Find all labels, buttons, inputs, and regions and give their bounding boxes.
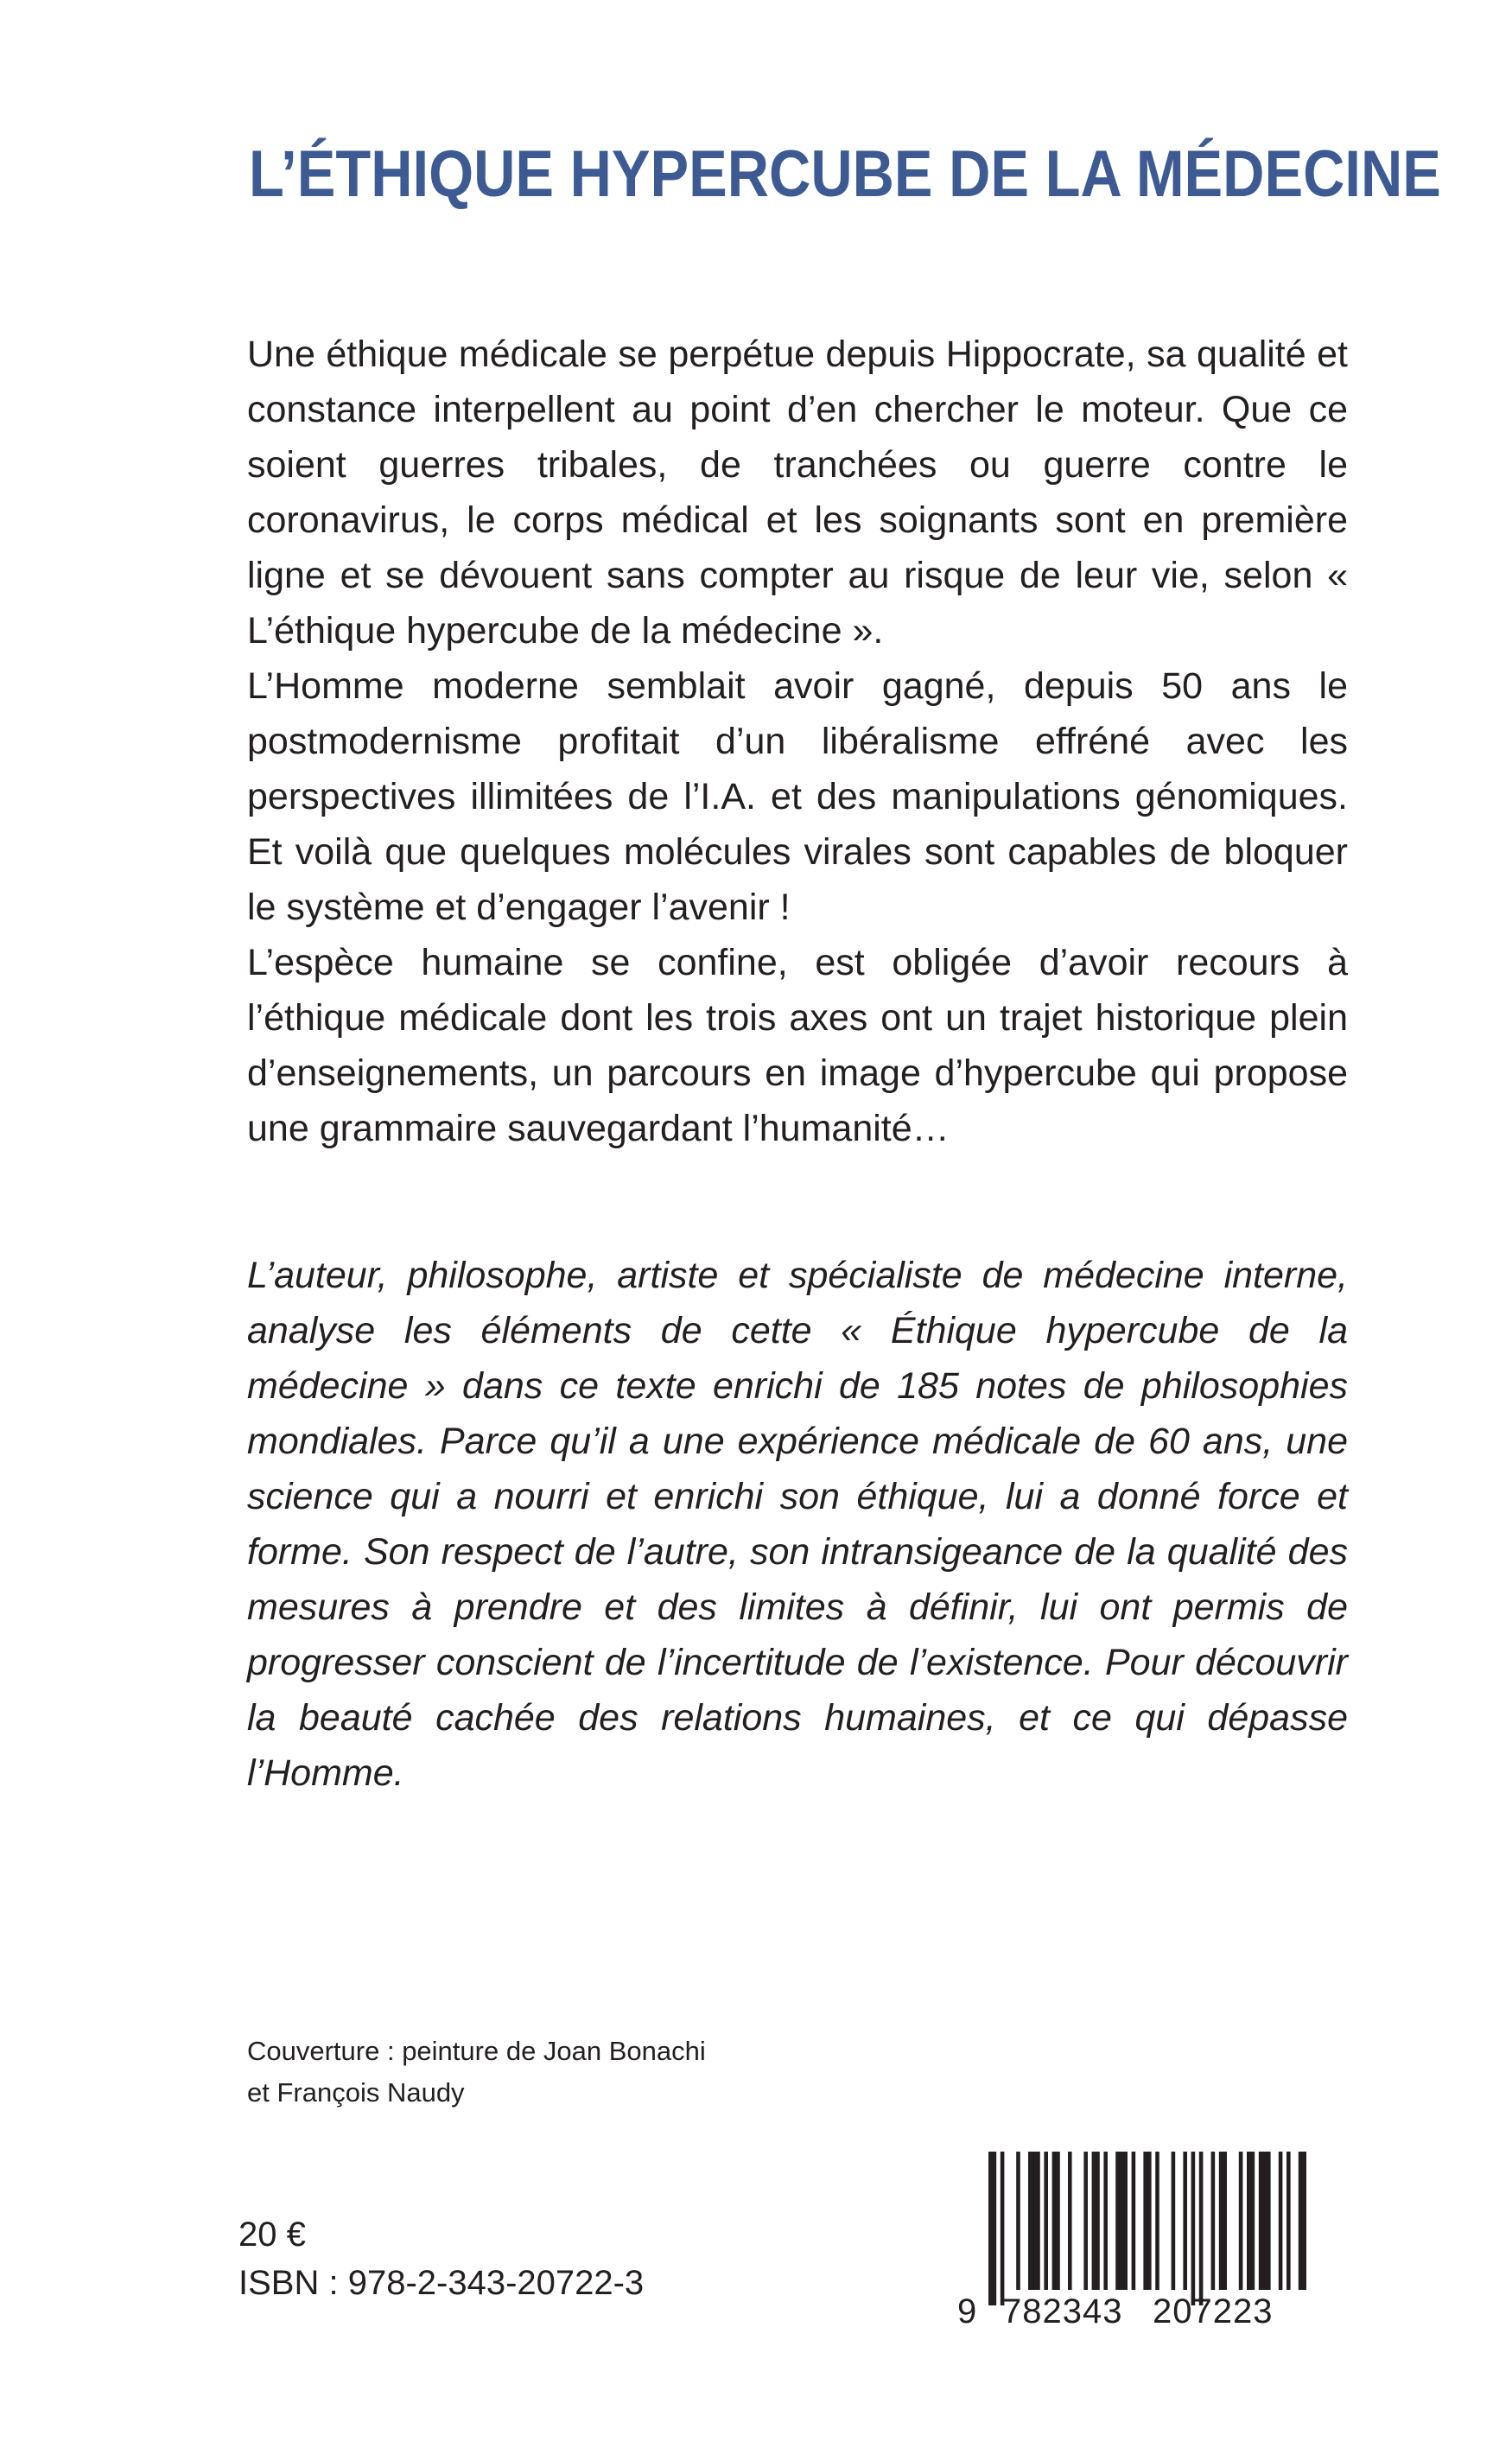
barcode-bar [1299,2152,1306,2290]
author-note-text: L’auteur, philosophe, artiste et spécialiste de médecine interne, analyse les éléments de cette « Éthique hypercube de la médecine » dans ce texte enrichi de 185 notes de philosophies mondiales. Parce qu’il a une expérience médicale de 60 ans, une science qui a nourri et enrichi son éthique, lui a donné force et forme. Son respect de l’autre, son intransigeance de la qualité des mesures à prendre et des limites à définir, lui ont permis de progresser conscient de l’incertitude de l’existence. Pour découvrir la beauté cachée des relations humaines, et ce qui dépasse l’Homme. [247,1255,1348,1794]
barcode-bar [1132,2152,1136,2290]
price-label: 20 € [238,2216,306,2254]
blurb-paragraph: L’espèce humaine se confine, est obligée d’avoir recours à l’éthique médicale dont les trois axes ont un trajet historique plein d’enseignements, un parcours en image d’hypercube qui propose une grammaire sauvegardant l’humanité… [247,942,1348,1149]
barcode-bar [1143,2152,1151,2290]
blurb-paragraph: Une éthique médicale se perpétue depuis Hippocrate, sa qualité et constance interpellent au point d’en chercher le moteur. Que ce soient guerres tribales, de tranchées ou guerre contre le coronavirus, le corps médical et les soignants sont en première ligne et se dévouent sans compter au risque de leur vie, selon « L’éthique hypercube de la médecine ». [247,334,1348,652]
barcode-digits-left: 782343 [1002,2292,1123,2330]
barcode-bar [1103,2152,1108,2290]
cover-credit-line: Couverture : peinture de Joan Bonachi [247,2036,706,2066]
barcode-bar [1083,2152,1088,2290]
barcode-bar [1115,2152,1128,2290]
barcode-bar [1172,2152,1176,2290]
barcode-bar [1183,2152,1187,2290]
barcode-bar [1052,2152,1060,2290]
cover-credit [247,2031,852,2114]
barcode [950,2152,1313,2333]
barcode-bar [1001,2152,1005,2305]
barcode-digit-first: 9 [957,2292,977,2330]
barcode-bar [988,2152,996,2305]
barcode-bars [988,2152,1306,2305]
barcode-bar [1247,2152,1255,2290]
barcode-bar [1259,2152,1271,2290]
barcode-bar [1028,2152,1040,2290]
cover-credit-line: et François Naudy [247,2077,465,2108]
barcode-bar [1155,2152,1159,2290]
isbn-label: ISBN : 978-2-343-20722-3 [238,2264,645,2302]
barcode-bar [1279,2152,1283,2290]
barcode-bar [1239,2152,1243,2290]
barcode-bar [1191,2152,1196,2305]
barcode-bar [1044,2152,1048,2290]
barcode-bar [1016,2152,1020,2290]
back-cover-blurb [247,327,1348,1156]
barcode-bar [1219,2152,1227,2290]
author-note [247,1248,1348,1801]
barcode-digits-right: 207223 [1153,2292,1274,2330]
book-title: L’ÉTHIQUE HYPERCUBE DE LA MÉDECINE [249,137,1441,211]
barcode-bar [1199,2152,1204,2305]
barcode-bar [1092,2152,1100,2290]
barcode-bar [1286,2152,1291,2290]
barcode-bar [1068,2152,1072,2290]
barcode-bar [1211,2152,1216,2290]
blurb-paragraph: L’Homme moderne semblait avoir gagné, depuis 50 ans le postmodernisme profitait d’un libéralisme effréné avec les perspectives illimitées de l’I.A. et des manipulations génomiques. Et voilà que quelques molécules virales sont capables de bloquer le système et d’engager l’avenir ! [247,665,1348,928]
